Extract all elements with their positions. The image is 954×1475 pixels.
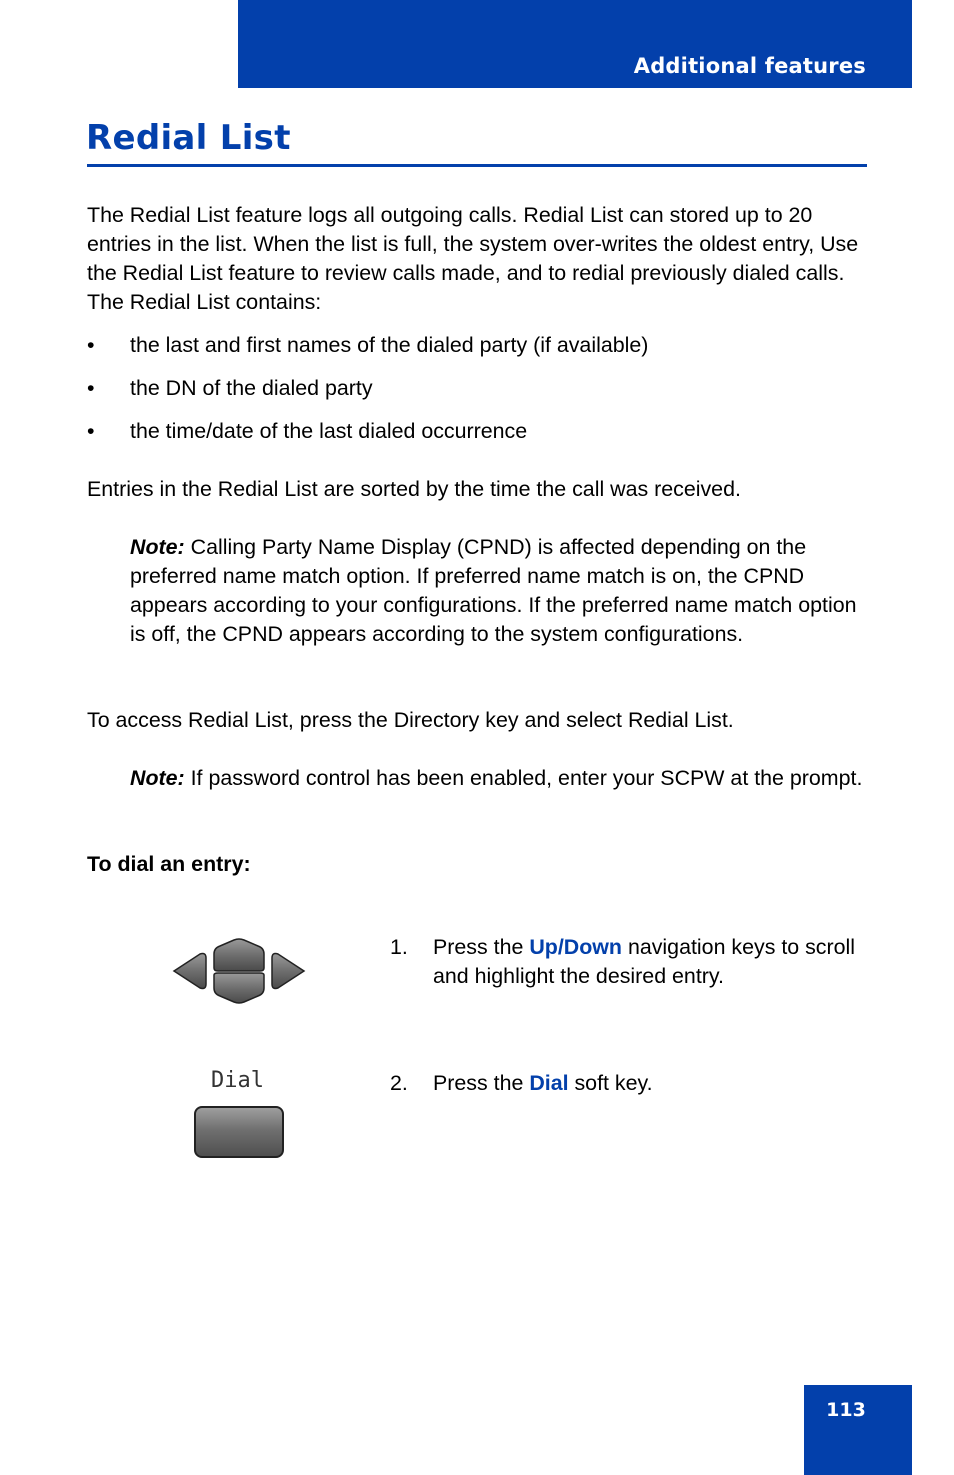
navigation-keys-icon <box>170 938 308 1004</box>
note-label: Note: <box>130 535 185 559</box>
key-name: Dial <box>529 1071 569 1095</box>
header-band <box>238 0 912 88</box>
step-text: Press the <box>433 935 530 959</box>
softkey-label: Dial <box>211 1068 264 1093</box>
list-item-text: the time/date of the last dialed occurrence <box>130 419 528 443</box>
bullet: • <box>87 333 95 357</box>
key-name: Up/Down <box>529 935 622 959</box>
page-number: 113 <box>826 1399 866 1421</box>
page-title: Redial List <box>86 118 291 158</box>
contents-list <box>87 331 867 460</box>
access-paragraph: To access Redial List, press the Directory key and select Redial List. <box>87 708 734 732</box>
page-number-band <box>804 1385 912 1475</box>
sort-paragraph: Entries in the Redial List are sorted by the time the call was received. <box>87 477 741 501</box>
step-number: 2. <box>390 1071 408 1095</box>
list-item <box>87 417 867 460</box>
note-password <box>130 764 870 793</box>
note-cpnd <box>130 533 870 649</box>
list-item-text: the DN of the dialed party <box>130 376 373 400</box>
step-text: navigation keys to scroll and highlight the desired entry. <box>433 935 856 988</box>
step-text: Press the <box>433 1071 530 1095</box>
list-item-text: the last and first names of the dialed party (if available) <box>130 333 649 357</box>
step-1 <box>390 933 860 991</box>
bullet: • <box>87 376 95 400</box>
bullet: • <box>87 419 95 443</box>
soft-key-icon <box>193 1105 285 1159</box>
note-text: Calling Party Name Display (CPND) is affected depending on the preferred name match option. If preferred name match is on, the CPND appears according to your configurations. If the preferred name match option is off, the CPND appears according to the system configurations. <box>130 535 857 646</box>
step-text: soft key. <box>568 1071 653 1095</box>
note-label: Note: <box>130 766 185 790</box>
list-item <box>87 374 867 417</box>
procedure-heading: To dial an entry: <box>87 852 251 876</box>
title-rule <box>87 164 867 167</box>
note-text: If password control has been enabled, enter your SCPW at the prompt. <box>184 766 863 790</box>
section-title: Additional features <box>633 54 866 78</box>
step-2 <box>390 1069 860 1098</box>
intro-paragraph: The Redial List feature logs all outgoing calls. Redial List can stored up to 20 entries in the list. When the list is full, the system over-writes the oldest entry, Use the Redial List feature to review calls made, and to redial previously dialed calls. The Redial List contains: <box>87 203 859 314</box>
list-item <box>87 331 867 374</box>
step-number: 1. <box>390 935 408 959</box>
